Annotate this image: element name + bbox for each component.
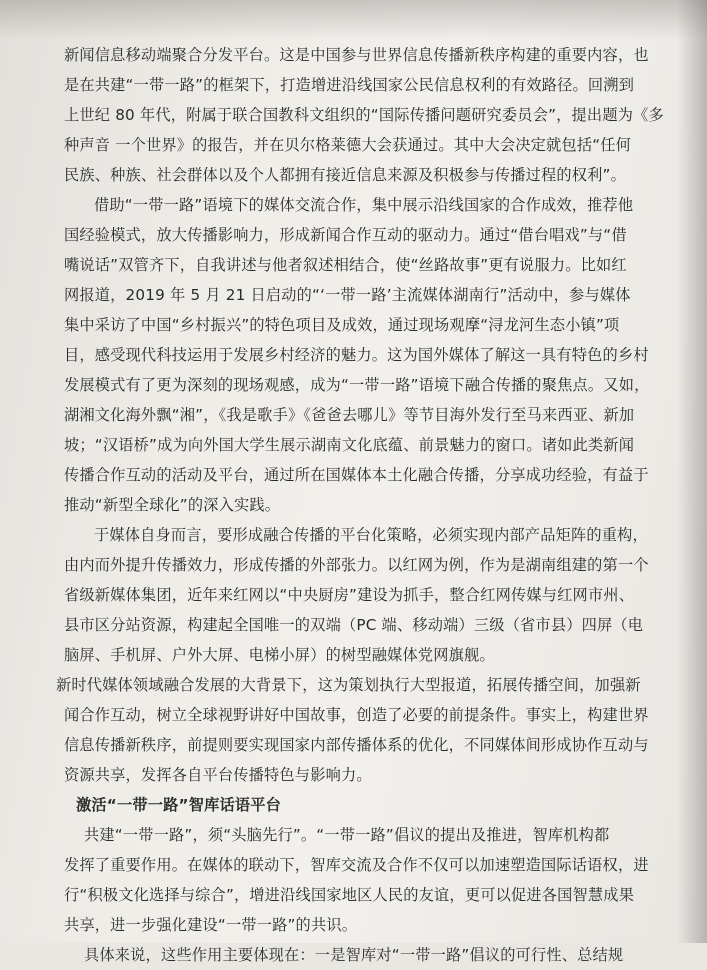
text-line: 闻合作互动，树立全球视野讲好中国故事，创造了必要的前提条件。事实上，构建世界 xyxy=(64,706,649,724)
text-line: 信息传播新秩序，前提则要实现国家内部传播体系的优化，不同媒体间形成协作互动与 xyxy=(64,736,649,754)
text-line: 种声音 一个世界》的报告，并在贝尔格莱德大会获通过。其中大会决定就包括“任何 xyxy=(64,136,632,154)
text-line: 嘴说话”双管齐下，自我讲述与他者叙述相结合，使“丝路故事”更有说服力。比如红 xyxy=(64,256,627,274)
text-line: 坡；“汉语桥”成为向外国大学生展示湖南文化底蕴、前景魅力的窗口。诸如此类新闻 xyxy=(64,436,635,454)
text-line: 脑屏、手机屏、户外大屏、电梯小屏）的树型融媒体党网旗舰。 xyxy=(64,646,495,664)
text-line: 新闻信息移动端聚合分发平台。这是中国参与世界信息传播新秩序构建的重要内容，也 xyxy=(64,46,649,64)
text-line: 民族、种族、社会群体以及个人都拥有接近信息来源及积极参与传播过程的权利”。 xyxy=(64,166,627,184)
text-line: 共建“一带一路”，须“头脑先行”。“一带一路”倡议的提出及推进，智库机构都 xyxy=(84,826,610,844)
text-line: 目，感受现代科技运用于发展乡村经济的魅力。这为国外媒体了解这一具有特色的乡村 xyxy=(64,346,649,364)
text-line: 推动“新型全球化”的深入实践。 xyxy=(64,496,281,514)
text-line: 县市区分站资源，构建起全国唯一的双端（PC 端、移动端）三级（省市县）四屏（电 xyxy=(64,616,644,634)
text-line: 国经验模式，放大传播影响力，形成新闻合作互动的驱动力。通过“借台唱戏”与“借 xyxy=(64,226,627,244)
text-line: 湖湘文化海外飘“湘”，《我是歌手》《爸爸去哪儿》等节目海外发行至马来西亚、新加 xyxy=(64,406,635,424)
text-line: 新时代媒体领域融合发展的大背景下，这为策划执行大型报道，拓展传播空间，加强新 xyxy=(56,676,641,694)
section-heading: 激活“一带一路”智库话语平台 xyxy=(76,796,282,814)
text-line: 行“积极文化选择与综合”，增进沿线国家地区人民的友谊，更可以促进各国智慧成果 xyxy=(64,886,635,904)
text-line: 网报道，2019 年 5 月 21 日启动的“‘一带一路’主流媒体湖南行”活动中，参与媒体 xyxy=(64,286,631,304)
text-line: 发挥了重要作用。在媒体的联动下，智库交流及合作不仅可以加速塑造国际话语权，进 xyxy=(64,856,649,874)
text-line: 上世纪 80 年代，附属于联合国教科文组织的“国际传播问题研究委员会”，提出题为《多 xyxy=(64,106,664,124)
article-body xyxy=(56,40,676,970)
text-line: 于媒体自身而言，要形成融合传播的平台化策略，必须实现内部产品矩阵的重构， xyxy=(94,526,648,544)
text-line: 传播合作互动的活动及平台，通过所在国媒体本土化融合传播，分享成功经验，有益于 xyxy=(64,466,649,484)
text-line: 共享，进一步强化建设“一带一路”的共识。 xyxy=(64,916,358,934)
text-line: 集中采访了中国“乡村振兴”的特色项目及成效，通过现场观摩“浔龙河生态小镇”项 xyxy=(64,316,620,334)
text-line: 由内而外提升传播效力，形成传播的外部张力。以红网为例，作为是湖南组建的第一个 xyxy=(64,556,649,574)
text-line: 资源共享，发挥各自平台传播特色与影响力。 xyxy=(64,766,372,784)
text-line: 省级新媒体集团，近年来红网以“中央厨房”建设为抓手，整合红网传媒与红网市州、 xyxy=(64,586,635,604)
text-line: 发展模式有了更为深刻的现场观感，成为“一带一路”语境下融合传播的聚焦点。又如， xyxy=(64,376,650,394)
text-line: 借助“一带一路”语境下的媒体交流合作，集中展示沿线国家的合作成效，推荐他 xyxy=(94,196,634,214)
text-line: 具体来说，这些作用主要体现在：一是智库对“一带一路”倡议的可行性、总结规 xyxy=(84,946,624,964)
text-line: 是在共建“一带一路”的框架下，打造增进沿线国家公民信息权利的有效路径。回溯到 xyxy=(64,76,635,94)
page-right-shadow xyxy=(677,0,707,943)
page-top-shadow xyxy=(0,0,707,40)
